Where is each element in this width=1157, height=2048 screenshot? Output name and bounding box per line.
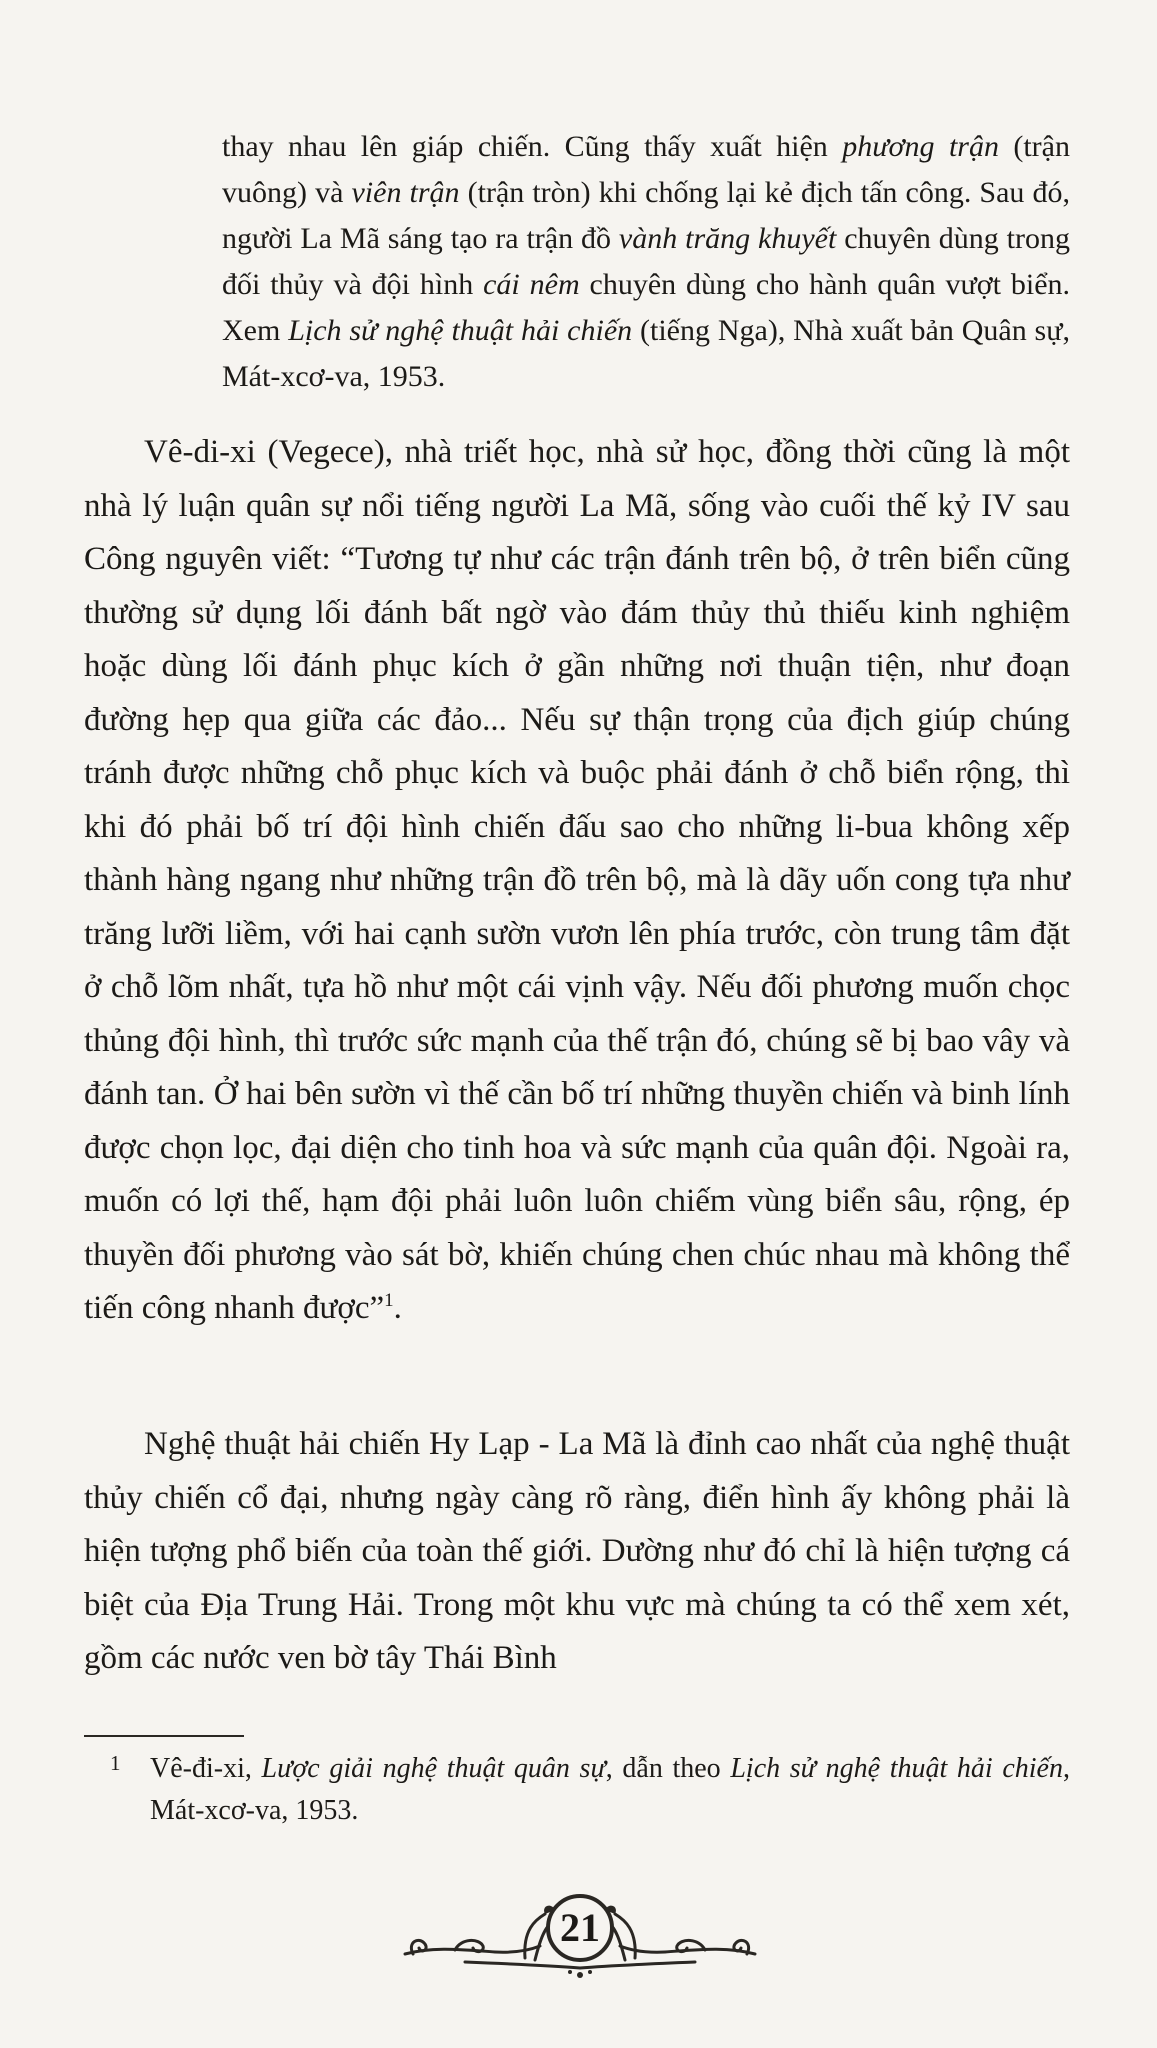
footnote-marker: 1: [110, 1751, 121, 1775]
quote-text: thay nhau lên giáp chiến. Cũng thấy xuất hiện phương trận (trận vuông) và viên trận (trận tròn) khi chống lại kẻ địch tấn công. Sau đó, người La Mã sáng tạo ra trận đồ vành trăng khuyết chuyên dùng trong đối thủy và đội hình cái nêm chuyên dùng cho hành quân vượt biển. Xem Lịch sử nghệ thuật hải chiến (tiếng Nga), Nhà xuất bản Quân sự, Mát-xcơ-va, 1953.: [222, 130, 1071, 393]
footnote-reference[interactable]: 1: [384, 1290, 394, 1311]
footnote-divider: [84, 1735, 244, 1737]
emphasis-phuong-tran: phương trận: [842, 130, 999, 163]
emphasis-vien-tran: viên trận: [351, 176, 460, 209]
paragraph-greek-roman: Nghệ thuật hải chiến Hy Lạp - La Mã là đỉnh cao nhất của nghệ thuật thủy chiến cổ đại, nhưng ngày càng rõ ràng, điển hình ấy không phải là hiện tượng phổ biến của toàn thế giới. Dường như đó chỉ là hiện tượng cá biệt của Địa Trung Hải. Trong một khu vực mà chúng ta có thể xem xét, gồm các nước ven bờ tây Thái Bình: [84, 1426, 1070, 1676]
page-number-ornament: [395, 1880, 765, 1990]
emphasis-book-title: Lịch sử nghệ thuật hải chiến: [288, 314, 633, 347]
emphasis-vanh-trang-khuyet: vành trăng khuyết: [618, 222, 837, 255]
paragraph-vegece: Vê-di-xi (Vegece), nhà triết học, nhà sử học, đồng thời cũng là một nhà lý luận quân sự nổi tiếng người La Mã, sống vào cuối thế kỷ IV sau Công nguyên viết: “Tương tự như các trận đánh trên bộ, ở trên biển cũng thường sử dụng lối đánh bất ngờ vào đám thủy thủ thiếu kinh nghiệm hoặc dùng lối đánh phục kích ở gần những nơi thuận tiện, như đoạn đường hẹp qua giữa các đảo... Nếu sự thận trọng của địch giúp chúng tránh được những chỗ phục kích và buộc phải đánh ở chỗ biển rộng, thì khi đó phải bố trí đội hình chiến đấu sao cho những li-bua không xếp thành hàng ngang như những trận đồ trên bộ, mà là dãy uốn cong tựa như trăng lưỡi liềm, với hai cạnh sườn vươn lên phía trước, còn trung tâm đặt ở chỗ lõm nhất, tựa hồ như một cái vịnh vậy. Nếu đối phương muốn chọc thủng đội hình, thì trước sức mạnh của thế trận đó, chúng sẽ bị bao vây và đánh tan. Ở hai bên sườn vì thế cần bố trí những thuyền chiến và binh lính được chọn lọc, đại diện cho tinh hoa và sức mạnh của quân đội. Ngoài ra, muốn có lợi thế, hạm đội phải luôn luôn chiếm vùng biển sâu, rộng, ép thuyền đối phương vào sát bờ, khiến chúng chen chúc nhau mà không thể tiến công nhanh được”$^1$.: [84, 434, 1070, 1326]
footnote: [84, 1748, 1070, 1832]
continued-footnote-quote: [222, 124, 1070, 400]
page-number: 21: [560, 1905, 600, 1950]
emphasis-cai-nem: cái nêm: [483, 268, 580, 301]
footnote-text: Vê-đi-xi, Lược giải nghệ thuật quân sự, dẫn theo Lịch sử nghệ thuật hải chiến, Mát-xcơ-va, 1953.: [150, 1753, 1070, 1826]
